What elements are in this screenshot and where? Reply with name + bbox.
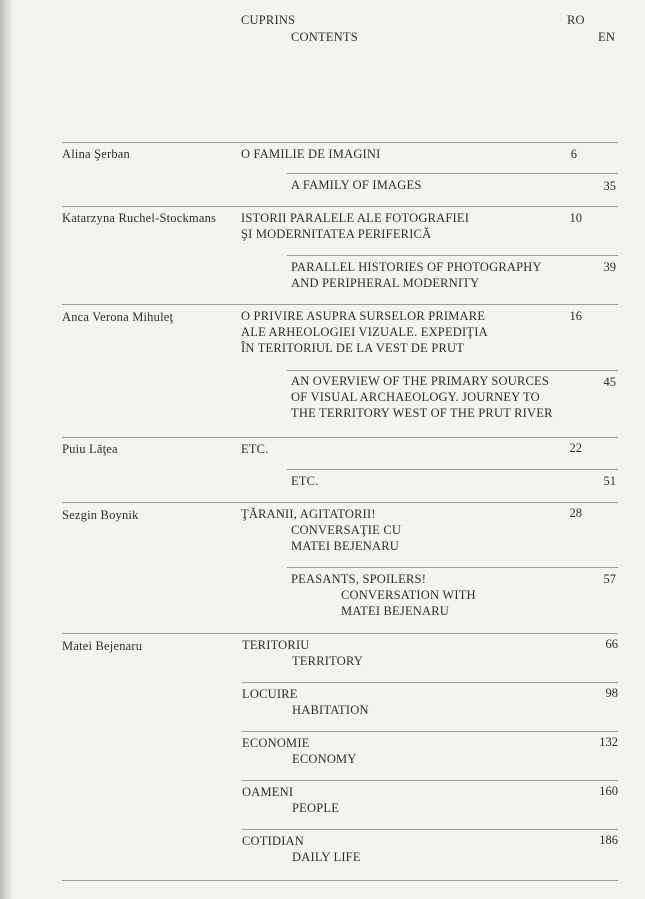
toc-title-ro[interactable]: O PRIVIRE ASUPRA SURSELOR PRIMARE ALE ARHEOLOGIEI VIZUALE. EXPEDIŢIA ÎN TERITORIUL DE LA VEST DE PRUT [241, 309, 488, 355]
separator-line [62, 437, 618, 438]
page-number-ro: 6 [570, 147, 577, 161]
toc-title-en[interactable]: AN OVERVIEW OF THE PRIMARY SOURCES OF VISUAL ARCHAEOLOGY. JOURNEY TO THE TERRITORY WEST OF THE PRUT RIVER [291, 374, 553, 420]
toc-title-ro[interactable]: ISTORII PARALELE ALE FOTOGRAFIEI ŞI MODERNITATEA PERIFERICĂ [241, 211, 470, 241]
header-title-en: CONTENTS [291, 30, 358, 44]
toc-title-ro[interactable]: O FAMILIE DE IMAGINI [241, 147, 381, 161]
toc-title-en[interactable]: A FAMILY OF IMAGES [291, 178, 422, 192]
header-column-ro: RO [567, 13, 585, 27]
page-number-en: 51 [603, 474, 616, 488]
author-name: Sezgin Boynik [62, 508, 139, 522]
toc-title-ro[interactable]: ŢĂRANII, AGITATORII! [241, 507, 376, 521]
toc-title-en[interactable]: PEASANTS, SPOILERS! [291, 572, 427, 586]
section-title-en[interactable]: PEOPLE [292, 801, 340, 815]
toc-title-ro[interactable]: ETC. [241, 442, 269, 456]
section-page-number: 186 [599, 833, 618, 847]
separator-line [242, 682, 618, 683]
header-column-en: EN [598, 30, 616, 44]
separator-line [287, 255, 618, 256]
separator-line-bottom [62, 880, 618, 881]
page-number-ro: 10 [569, 211, 582, 225]
toc-title-ro-continuation[interactable]: CONVERSAŢIE CU MATEI BEJENARU [291, 523, 402, 553]
section-title-en[interactable]: ECONOMY [292, 752, 357, 766]
separator-line [287, 469, 618, 470]
author-name: Katarzyna Ruchel-Stockmans [62, 211, 217, 225]
separator-line [242, 829, 618, 830]
page-number-en: 35 [603, 179, 616, 193]
section-page-number: 160 [599, 784, 618, 798]
section-title-en[interactable]: DAILY LIFE [292, 850, 361, 864]
separator-line [62, 304, 618, 305]
separator-line [62, 502, 618, 503]
page-number-ro: 16 [569, 309, 582, 323]
separator-line [62, 633, 618, 634]
section-page-number: 98 [605, 686, 618, 700]
header-title-ro: CUPRINS [241, 13, 296, 27]
separator-line [62, 142, 618, 143]
section-title-en[interactable]: HABITATION [292, 703, 369, 717]
page-number-ro: 28 [569, 506, 582, 520]
toc-title-en[interactable]: ETC. [291, 474, 319, 488]
page-number-en: 39 [603, 260, 616, 274]
page-number-ro: 22 [569, 441, 582, 455]
section-title-ro[interactable]: TERITORIU [242, 638, 310, 652]
author-name: Puiu Lăţea [62, 442, 118, 456]
page-number-en: 45 [603, 375, 616, 389]
section-title-ro[interactable]: OAMENI [242, 785, 294, 799]
separator-line [287, 567, 618, 568]
section-title-ro[interactable]: COTIDIAN [242, 834, 305, 848]
separator-line [242, 780, 618, 781]
separator-line [62, 206, 618, 207]
author-name: Matei Bejenaru [62, 639, 143, 653]
section-page-number: 66 [605, 637, 618, 651]
section-title-ro[interactable]: ECONOMIE [242, 736, 310, 750]
toc-title-en-continuation[interactable]: CONVERSATION WITH MATEI BEJENARU [341, 588, 476, 618]
separator-line [242, 731, 618, 732]
separator-line [287, 370, 618, 371]
page-number-en: 57 [603, 572, 616, 586]
author-name: Anca Verona Mihuleţ [62, 310, 174, 324]
author-name: Alina Şerban [62, 147, 131, 161]
section-title-en[interactable]: TERRITORY [292, 654, 364, 668]
toc-title-en[interactable]: PARALLEL HISTORIES OF PHOTOGRAPHY AND PERIPHERAL MODERNITY [291, 260, 542, 290]
page-gutter-shadow [0, 0, 14, 899]
section-page-number: 132 [599, 735, 618, 749]
separator-line [287, 173, 618, 174]
section-title-ro[interactable]: LOCUIRE [242, 687, 298, 701]
